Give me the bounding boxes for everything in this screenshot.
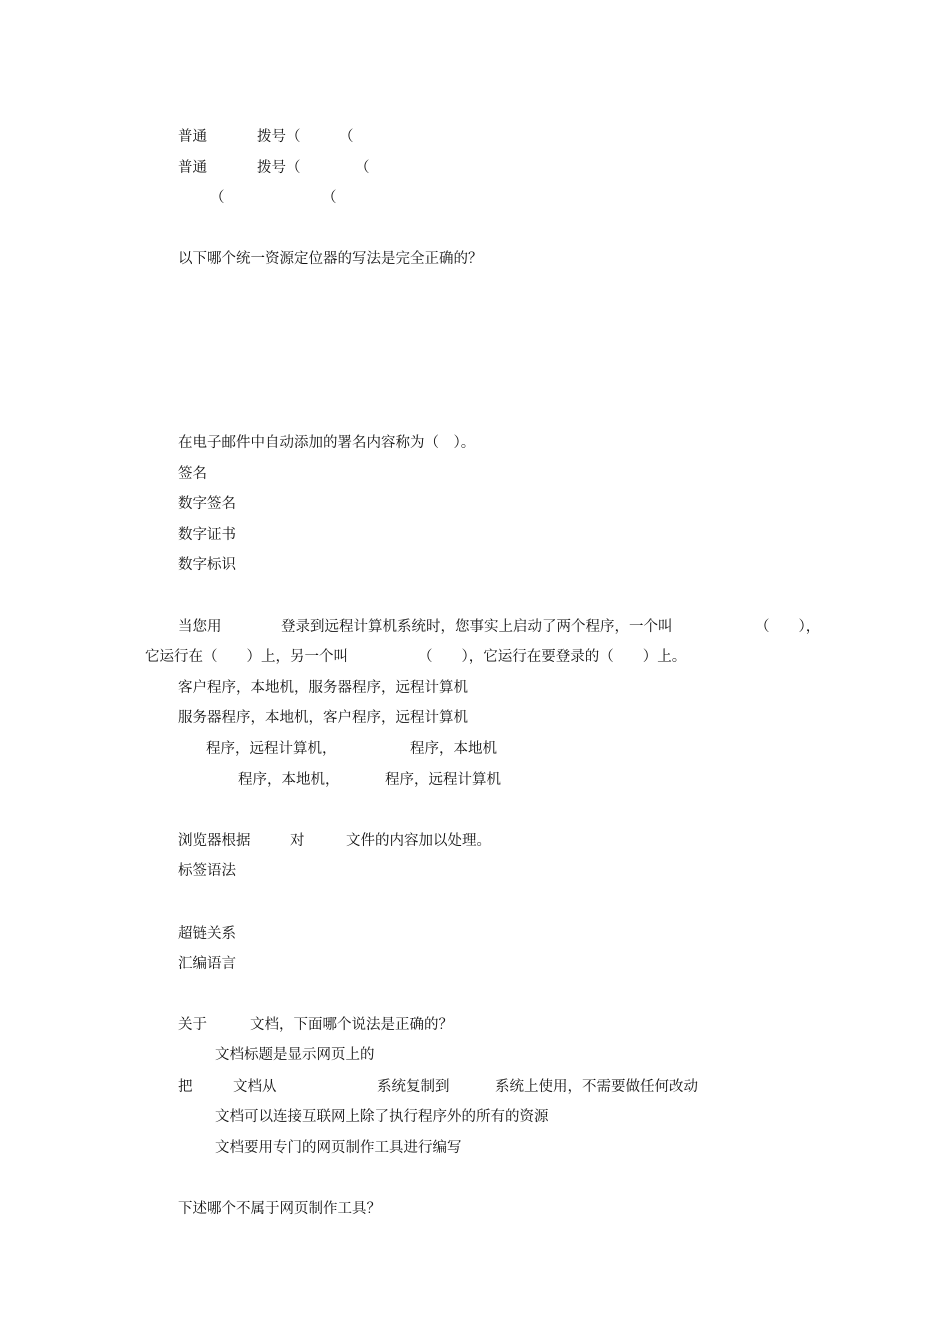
option-html-1: 文档标题是显示网页上的 <box>215 1047 375 1063</box>
option-telnet-4-b: 程序，远程计算机 <box>385 772 501 788</box>
option-telnet-3-a: 程序，远程计算机， <box>206 741 337 757</box>
option-html-2-c: 系统复制到 <box>377 1079 450 1095</box>
option-html-4: 文档要用专门的网页制作工具进行编写 <box>215 1140 462 1156</box>
dialup-line3-a: （ <box>210 190 225 206</box>
question-telnet-l1-c: （ ）， <box>755 619 821 635</box>
option-browser-1: 标签语法 <box>178 863 236 879</box>
option-signature-3: 数字证书 <box>178 527 236 543</box>
question-telnet-l2-a: 它运行在（ ）上，另一个叫 <box>145 649 348 665</box>
dialup-line1-b: 拨号（ <box>257 129 301 145</box>
question-browser-c: 文件的内容加以处理。 <box>346 833 491 849</box>
option-signature-2: 数字签名 <box>178 496 236 512</box>
dialup-line2-a: 普通 <box>178 160 207 176</box>
dialup-line3-b: （ <box>322 190 337 206</box>
option-telnet-3-b: 程序，本地机 <box>410 741 497 757</box>
option-html-2-a: 把 <box>178 1079 193 1095</box>
question-telnet-l1-b: 登录到远程计算机系统时，您事实上启动了两个程序，一个叫 <box>281 619 673 635</box>
option-telnet-1: 客户程序，本地机，服务器程序，远程计算机 <box>178 680 468 696</box>
option-signature-4: 数字标识 <box>178 557 236 573</box>
question-telnet-l1-a: 当您用 <box>178 619 222 635</box>
dialup-line1-c: （ <box>339 129 354 145</box>
option-telnet-2: 服务器程序，本地机，客户程序，远程计算机 <box>178 710 468 726</box>
option-signature-1: 签名 <box>178 466 207 482</box>
question-html-b: 文档，下面哪个说法是正确的？ <box>250 1017 453 1033</box>
option-telnet-4-a: 程序，本地机， <box>238 772 340 788</box>
question-browser-a: 浏览器根据 <box>178 833 251 849</box>
dialup-line2-b: 拨号（ <box>257 160 301 176</box>
option-browser-3: 汇编语言 <box>178 956 236 972</box>
option-html-2-b: 文档从 <box>233 1079 277 1095</box>
option-browser-2: 超链关系 <box>178 926 236 942</box>
question-telnet-l2-b: （ ），它运行在要登录的（ ）上。 <box>418 649 687 665</box>
question-browser-b: 对 <box>290 833 305 849</box>
option-html-2-d: 系统上使用，不需要做任何改动 <box>495 1079 698 1095</box>
dialup-line2-c: （ <box>355 160 370 176</box>
option-html-3: 文档可以连接互联网上除了执行程序外的所有的资源 <box>215 1109 549 1125</box>
question-tools: 下述哪个不属于网页制作工具？ <box>178 1201 381 1217</box>
question-signature: 在电子邮件中自动添加的署名内容称为（ ）。 <box>178 435 476 451</box>
question-html-a: 关于 <box>178 1017 207 1033</box>
dialup-line1-a: 普通 <box>178 129 207 145</box>
question-url: 以下哪个统一资源定位器的写法是完全正确的？ <box>178 251 483 267</box>
